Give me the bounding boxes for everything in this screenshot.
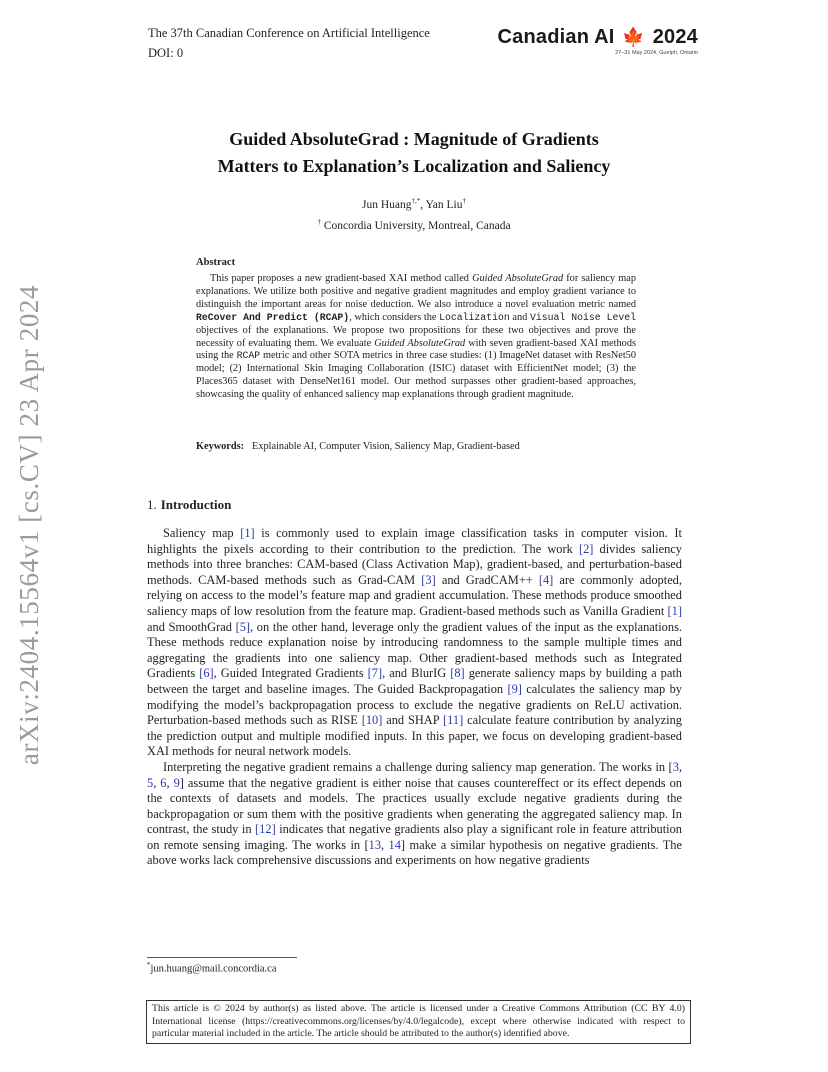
citation-link[interactable]: [10] xyxy=(361,713,383,728)
text: , xyxy=(153,775,161,790)
text: calculates the saliency map by modifying the model’s backpropagation process to exclude the negative gradients on ReLU activation. Perturbation-based methods such as RISE xyxy=(147,681,682,728)
author-names xyxy=(0,193,828,214)
citation-link[interactable]: [7] xyxy=(367,666,383,681)
abstract-text: for saliency map explanations. We utilize both positive and negative gradient magnitudes and employ gradient variance to distinguish the important areas for noise deduction. We also introduce a novel evaluation metric named xyxy=(196,273,636,310)
citation-link[interactable]: [9] xyxy=(507,681,522,696)
citation-link[interactable]: [11] xyxy=(443,713,464,728)
footnote-mark: * xyxy=(147,961,151,969)
abstract-heading: Abstract xyxy=(196,257,236,268)
footnote xyxy=(147,961,277,975)
citation-link[interactable]: [8] xyxy=(450,666,465,681)
text: and GradCAM++ xyxy=(435,572,539,587)
text: generate saliency maps by building a path between the target and baseline images. The Guided Backpropagation xyxy=(147,666,682,696)
citation-link[interactable]: 6 xyxy=(160,775,167,790)
footnote-email: jun.huang@mail.concordia.ca xyxy=(150,963,277,975)
author-1: Jun Huang xyxy=(362,198,412,211)
author-2-marks: † xyxy=(462,197,466,205)
metric-name: RCAP xyxy=(236,350,261,362)
section-number: 1. xyxy=(147,497,157,512)
paragraph-2 xyxy=(147,760,682,869)
doi-label: DOI: 0 xyxy=(148,46,184,60)
keywords-value: Explainable AI, Computer Vision, Saliency Map, Gradient-based xyxy=(252,441,520,452)
citation-link[interactable]: [12] xyxy=(255,822,276,837)
abstract-text: , which considers the xyxy=(349,311,440,323)
author-2: , Yan Liu xyxy=(420,198,463,211)
citation-link[interactable]: [6] xyxy=(199,666,214,681)
paper-title xyxy=(0,126,828,180)
abstract-text: metric and other SOTA metrics in three case studies: (1) ImageNet dataset with ResNet50 model; (2) International Skin Imaging Collaboration (ISIC) dataset with EfficientNet model; (3) the Places365 dataset with DenseNet161 model. Our method surpasses other gradient-based approaches, showcasing the quality of enhanced saliency map explanations through gradient magnitude. xyxy=(196,350,636,401)
citation-link[interactable]: [1] xyxy=(240,526,255,540)
text: , Guided Integrated Gradients xyxy=(213,666,368,681)
conference-logo xyxy=(498,26,699,56)
maple-leaf-icon: 🍁 xyxy=(622,27,645,47)
text: indicates that negative gradients also play a significant role in feature attribution on remote sensing imaging. The works in [ xyxy=(147,822,682,852)
paragraph-1 xyxy=(147,526,682,760)
text: , xyxy=(166,775,174,790)
citation-link[interactable]: 14 xyxy=(388,837,401,852)
metric-name-bold: ReCover And Predict (RCAP) xyxy=(196,311,350,323)
text: Saliency map xyxy=(163,526,241,540)
abstract-text: This paper proposes a new gradient-based XAI method called xyxy=(210,273,473,284)
conference-name: The 37th Canadian Conference on Artificial Intelligence xyxy=(148,26,430,40)
citation-link[interactable]: [1] xyxy=(667,603,682,618)
affiliation-text: Concordia University, Montreal, Canada xyxy=(320,219,511,232)
citation-link[interactable]: [3] xyxy=(421,572,436,587)
text: is commonly used to explain image classification tasks in computer vision. It highlights the pixels according to their contribution to the prediction. The work xyxy=(147,526,682,556)
abstract-body xyxy=(196,273,636,402)
text: divides saliency methods into three branches: CAM-based (Class Activation Map), gradient-based, and perturbation-based methods. CAM-based methods such as Grad-CAM xyxy=(147,541,682,587)
text: ] assume that the negative gradient is either noise that causes countereffect or its effect depends on the contexts of datasets and models. The practices usually exclude negative gradients during the backpropagation or sum them with the positive gradients when generating the aggregated saliency map. In contrast, the study in xyxy=(147,775,682,837)
footnote-divider xyxy=(147,957,297,958)
keywords xyxy=(196,441,646,452)
citation-link[interactable]: 5 xyxy=(147,775,154,790)
text: calculate feature contribution by analyzing the prediction output and multiple modified inputs. In this paper, we focus on developing gradient-based XAI methods for neural network models. xyxy=(147,713,682,759)
text: , xyxy=(678,759,682,774)
abstract-text: and xyxy=(509,311,530,323)
metric-name xyxy=(196,312,349,323)
citation-link[interactable]: 9 xyxy=(173,775,180,790)
paper-title-line2: Matters to Explanation’s Localization and Saliency xyxy=(217,156,611,176)
text: Interpreting the negative gradient remains a challenge during saliency map generation. The works in [ xyxy=(163,759,673,774)
section-heading xyxy=(147,497,231,513)
text: ] make a similar hypothesis on negative gradients. The above works lack comprehensive discussions and experiments on how negative gradients xyxy=(147,837,682,868)
abstract-text: objectives of the explanations. We propose two propositions for these two objectives and prove the necessity of evaluating them. We evaluate xyxy=(196,324,636,349)
affiliation xyxy=(0,214,828,235)
text: are commonly adopted, relying on access to the model’s feature map and gradient accumulation. These methods produce smoothed saliency maps of low resolution from the feature map. Gradient-based methods such as Vanilla Gradient xyxy=(147,572,682,618)
citation-link[interactable]: [4] xyxy=(538,572,554,587)
objective-noise: Visual Noise Level xyxy=(529,311,637,323)
license-box: This article is © 2024 by author(s) as listed above. The article is licensed under a Creative Commons Attribution (CC BY 4.0) International license (https://creativecommons.org/licenses/by/4.0/legalcode), except where otherwise indicated with respect to particular material included in the article. The article should be attributed to the author(s) identified above. xyxy=(146,1000,691,1044)
abstract-text: with seven gradient-based XAI methods using the xyxy=(196,337,636,362)
citation-link[interactable]: 3 xyxy=(672,759,679,774)
keywords-label: Keywords: xyxy=(196,441,245,452)
method-name: Guided AbsoluteGrad xyxy=(374,337,466,349)
method-name: Guided AbsoluteGrad xyxy=(472,273,564,284)
text: , and BlurIG xyxy=(382,666,451,681)
arxiv-stamp-text: arXiv:2404.15564v1 [cs.CV] 23 Apr 2024 xyxy=(14,284,44,766)
section-title: Introduction xyxy=(160,497,232,512)
text: , xyxy=(381,837,389,852)
logo-text: Canadian AI xyxy=(497,26,615,48)
author-1-marks: †,* xyxy=(411,197,421,205)
citation-link[interactable]: [2] xyxy=(578,541,594,556)
text: and SmoothGrad xyxy=(147,619,236,634)
objective-localization: Localization xyxy=(439,311,510,323)
text: and SHAP xyxy=(382,713,444,728)
body-text xyxy=(147,526,682,869)
text: , on the other hand, leverage only the gradient values of the input as the explanations. These methods reduce explanation noise by introducing randomness to the sample multiple times and aggregating the gradients into one saliency map. Other gradient-based methods such as Integrated Gradients xyxy=(147,619,682,681)
author-block xyxy=(0,193,828,235)
logo-year: 2024 xyxy=(652,26,698,48)
citation-link[interactable]: [5] xyxy=(235,619,251,634)
citation-link[interactable]: 13 xyxy=(368,837,382,852)
affiliation-mark: † xyxy=(317,217,321,226)
paper-title-line1: Guided AbsoluteGrad : Magnitude of Gradients xyxy=(229,129,599,149)
logo-subtitle: 27–31 May 2024, Guelph, Ontario xyxy=(615,50,698,56)
arxiv-stamp xyxy=(14,175,50,875)
